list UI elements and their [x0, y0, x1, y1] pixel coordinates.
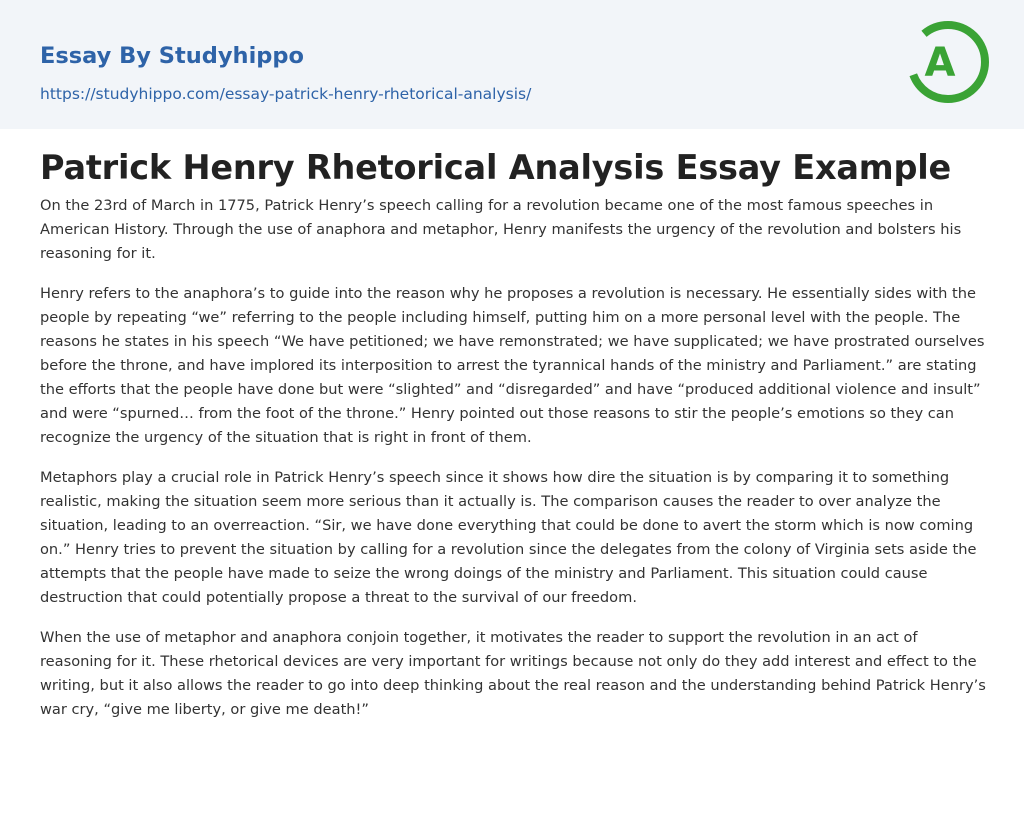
logo-letter: A: [924, 40, 956, 86]
logo[interactable]: [906, 16, 990, 108]
site-header: [0, 0, 1024, 129]
page-title: Patrick Henry Rhetorical Analysis Essay Example: [40, 148, 952, 187]
paragraph: On the 23rd of March in 1775, Patrick Henry’s speech calling for a revolution became one of the most famous speeches in American History. Through the use of anaphora and metaphor, Henry manifests the urgency of the revolution and bolsters his reasoning for it.: [40, 197, 962, 262]
article-body: [40, 194, 988, 738]
brand-title[interactable]: Essay By Studyhippo: [40, 43, 304, 69]
logo-icon: [906, 16, 990, 108]
paragraph: Metaphors play a crucial role in Patrick Henry’s speech since it shows how dire the situation is by comparing it to something realistic, making the situation seem more serious than it actually is. The comparison causes the reader to over analyze the situation, leading to an overreaction. “Sir, we have done everything that could be done to avert the storm which is now coming on.” Henry tries to prevent the situation by calling for a revolution since the delegates from the colony of Virginia sets aside the attempts that the people have made to seize the wrong doings of the ministry and Parliament. This situation could cause destruction that could potentially propose a threat to the survival of our freedom.: [40, 469, 977, 606]
paragraph: When the use of metaphor and anaphora conjoin together, it motivates the reader to support the revolution in an act of reasoning for it. These rhetorical devices are very important for writings because not only do they add interest and effect to the writing, but it also allows the reader to go into deep thinking about the real reason and the understanding behind Patrick Henry’s war cry, “give me liberty, or give me death!”: [40, 629, 986, 718]
paragraph: Henry refers to the anaphora’s to guide into the reason why he proposes a revolution is necessary. He essentially sides with the people by repeating “we” referring to the people including himself, putting him on a more personal level with the people. The reasons he states in his speech “We have petitioned; we have remonstrated; we have supplicated; we have prostrated ourselves before the throne, and have implored its interposition to arrest the tyrannical hands of the ministry and Parliament.” are stating the efforts that the people have done but were “slighted” and “disregarded” and have “produced additional violence and insult” and were “spurned… from the foot of the throne.” Henry pointed out those reasons to stir the people’s emotions so they can recognize the urgency of the situation that is right in front of them.: [40, 285, 985, 446]
page-url-link[interactable]: https://studyhippo.com/essay-patrick-henry-rhetorical-analysis/: [40, 85, 532, 103]
